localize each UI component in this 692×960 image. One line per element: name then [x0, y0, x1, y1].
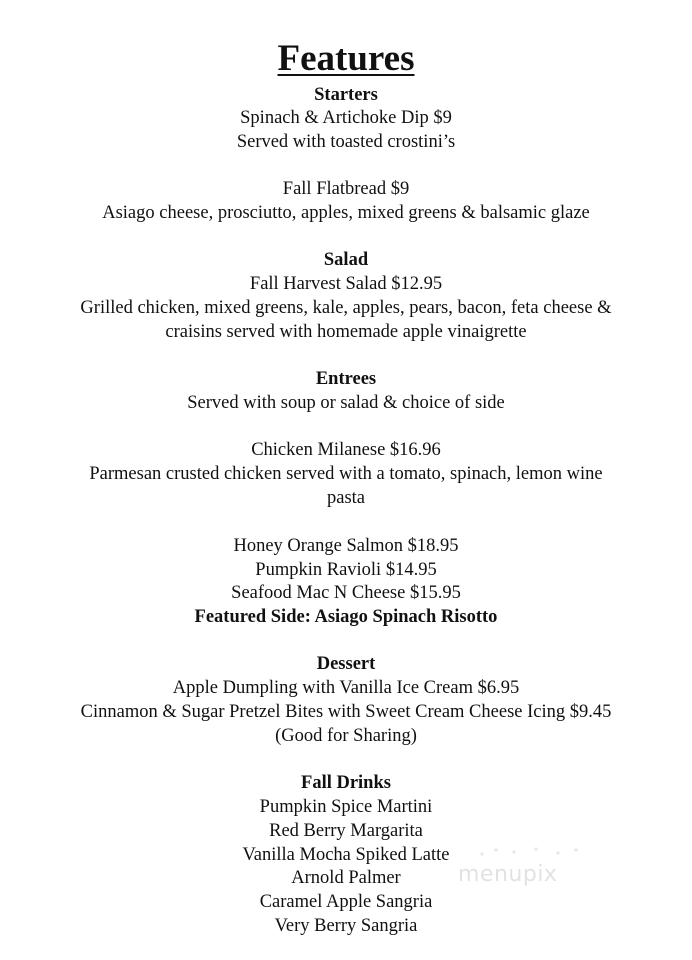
watermark: menupix: [458, 862, 558, 887]
menu-item-seafood-mac-n-cheese: Seafood Mac N Cheese $15.95: [231, 583, 461, 603]
menu-item-description: Grilled chicken, mixed greens, kale, apples, pears, bacon, feta cheese &: [80, 298, 612, 318]
menu-item-honey-orange-salmon: Honey Orange Salmon $18.95: [233, 536, 459, 556]
menu-item-description: pasta: [326, 488, 365, 508]
menu-item-description: Asiago cheese, prosciutto, apples, mixed greens & balsamic glaze: [102, 203, 590, 223]
featured-side: Featured Side: Asiago Spinach Risotto: [194, 607, 498, 627]
menu-item-pumpkin-ravioli: Pumpkin Ravioli $14.95: [255, 560, 437, 580]
menu-item-chicken-milanese: Chicken Milanese $16.96: [251, 440, 441, 460]
menu-item-fall-flatbread: Fall Flatbread $9: [282, 179, 410, 199]
menu-item-apple-dumpling: Apple Dumpling with Vanilla Ice Cream $6.95: [172, 678, 520, 698]
section-note: Served with soup or salad & choice of side: [187, 393, 505, 413]
section-heading-salad: Salad: [323, 250, 369, 270]
section-heading-entrees: Entrees: [315, 369, 377, 389]
page-title: Features: [277, 38, 415, 79]
drink-item: Pumpkin Spice Martini: [259, 797, 433, 817]
watermark-dots-icon: [474, 842, 584, 862]
section-heading-dessert: Dessert: [316, 654, 376, 674]
menu-item-description: craisins served with homemade apple vinaigrette: [165, 322, 527, 342]
drink-item: Caramel Apple Sangria: [259, 892, 433, 912]
menu-item-description: Served with toasted crostini’s: [236, 132, 456, 152]
drink-item: Very Berry Sangria: [274, 916, 418, 936]
menu-item-description: Parmesan crusted chicken served with a tomato, spinach, lemon wine: [89, 464, 603, 484]
menu-item-fall-harvest-salad: Fall Harvest Salad $12.95: [249, 274, 443, 294]
section-heading-starters: Starters: [314, 85, 378, 105]
menu-item-note: (Good for Sharing): [275, 726, 417, 746]
menu-item-pretzel-bites: Cinnamon & Sugar Pretzel Bites with Sweet Cream Cheese Icing $9.45: [80, 702, 612, 722]
drink-item: Red Berry Margarita: [269, 821, 423, 841]
drink-item: Vanilla Mocha Spiked Latte: [242, 845, 450, 865]
drink-item: Arnold Palmer: [291, 868, 401, 888]
menu-item-spinach-artichoke-dip: Spinach & Artichoke Dip $9: [240, 108, 452, 128]
section-heading-fall-drinks: Fall Drinks: [301, 773, 391, 793]
